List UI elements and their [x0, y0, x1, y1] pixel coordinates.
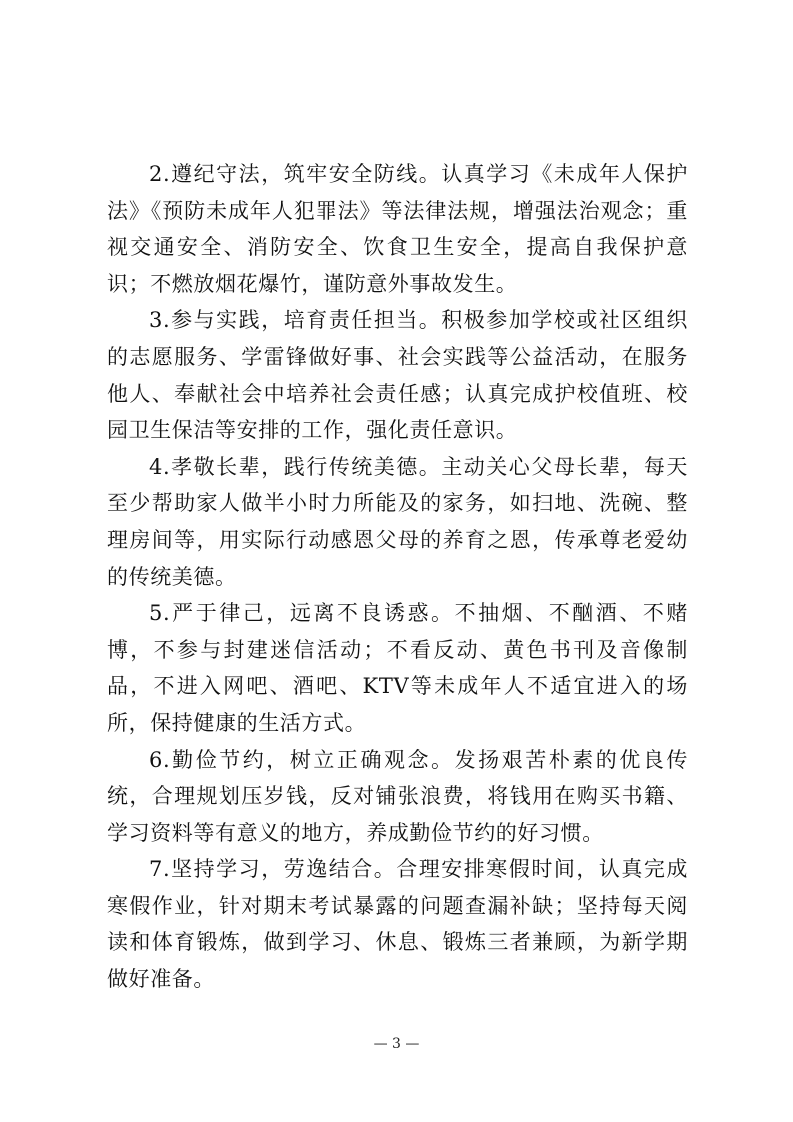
paragraph-study-rest: 7.坚持学习，劳逸结合。合理安排寒假时间，认真完成寒假作业，针对期末考试暴露的问题查漏补缺；坚持每天阅读和体育锻炼，做到学习、休息、锻炼三者兼顾，为新学期做好准备。 — [107, 857, 688, 992]
paragraph-thrift: 6.勤俭节约，树立正确观念。发扬艰苦朴素的优良传统，合理规划压岁钱，反对铺张浪费，将钱用在购买书籍、学习资料等有意义的地方，养成勤俭节约的好习惯。 — [107, 747, 688, 845]
paragraph-law-safety: 2.遵纪守法，筑牢安全防线。认真学习《未成年人保护法》《预防未成年人犯罪法》等法律法规，增强法治观念；重视交通安全、消防安全、饮食卫生安全，提高自我保护意识；不燃放烟花爆竹，谨防意外事故发生。 — [107, 162, 688, 296]
page-number: — 3 — — [373, 1036, 420, 1052]
paragraph-respect-elders: 4.孝敬长辈，践行传统美德。主动关心父母长辈，每天至少帮助家人做半小时力所能及的家务，如扫地、洗碗、整理房间等，用实际行动感恩父母的养育之恩，传承尊老爱幼的传统美德。 — [107, 454, 688, 589]
paragraph-practice-responsibility: 3.参与实践，培育责任担当。积极参加学校或社区组织的志愿服务、学雷锋做好事、社会实践等公益活动，在服务他人、奉献社会中培养社会责任感；认真完成护校值班、校园卫生保洁等安排的工作，强化责任意识。 — [107, 308, 688, 443]
paragraph-self-discipline: 5.严于律己，远离不良诱惑。不抽烟、不酗酒、不赌博，不参与封建迷信活动；不看反动、黄色书刊及音像制品，不进入网吧、酒吧、KTV等未成年人不适宜进入的场所，保持健康的生活方式。 — [107, 601, 688, 735]
document-body — [107, 156, 688, 998]
